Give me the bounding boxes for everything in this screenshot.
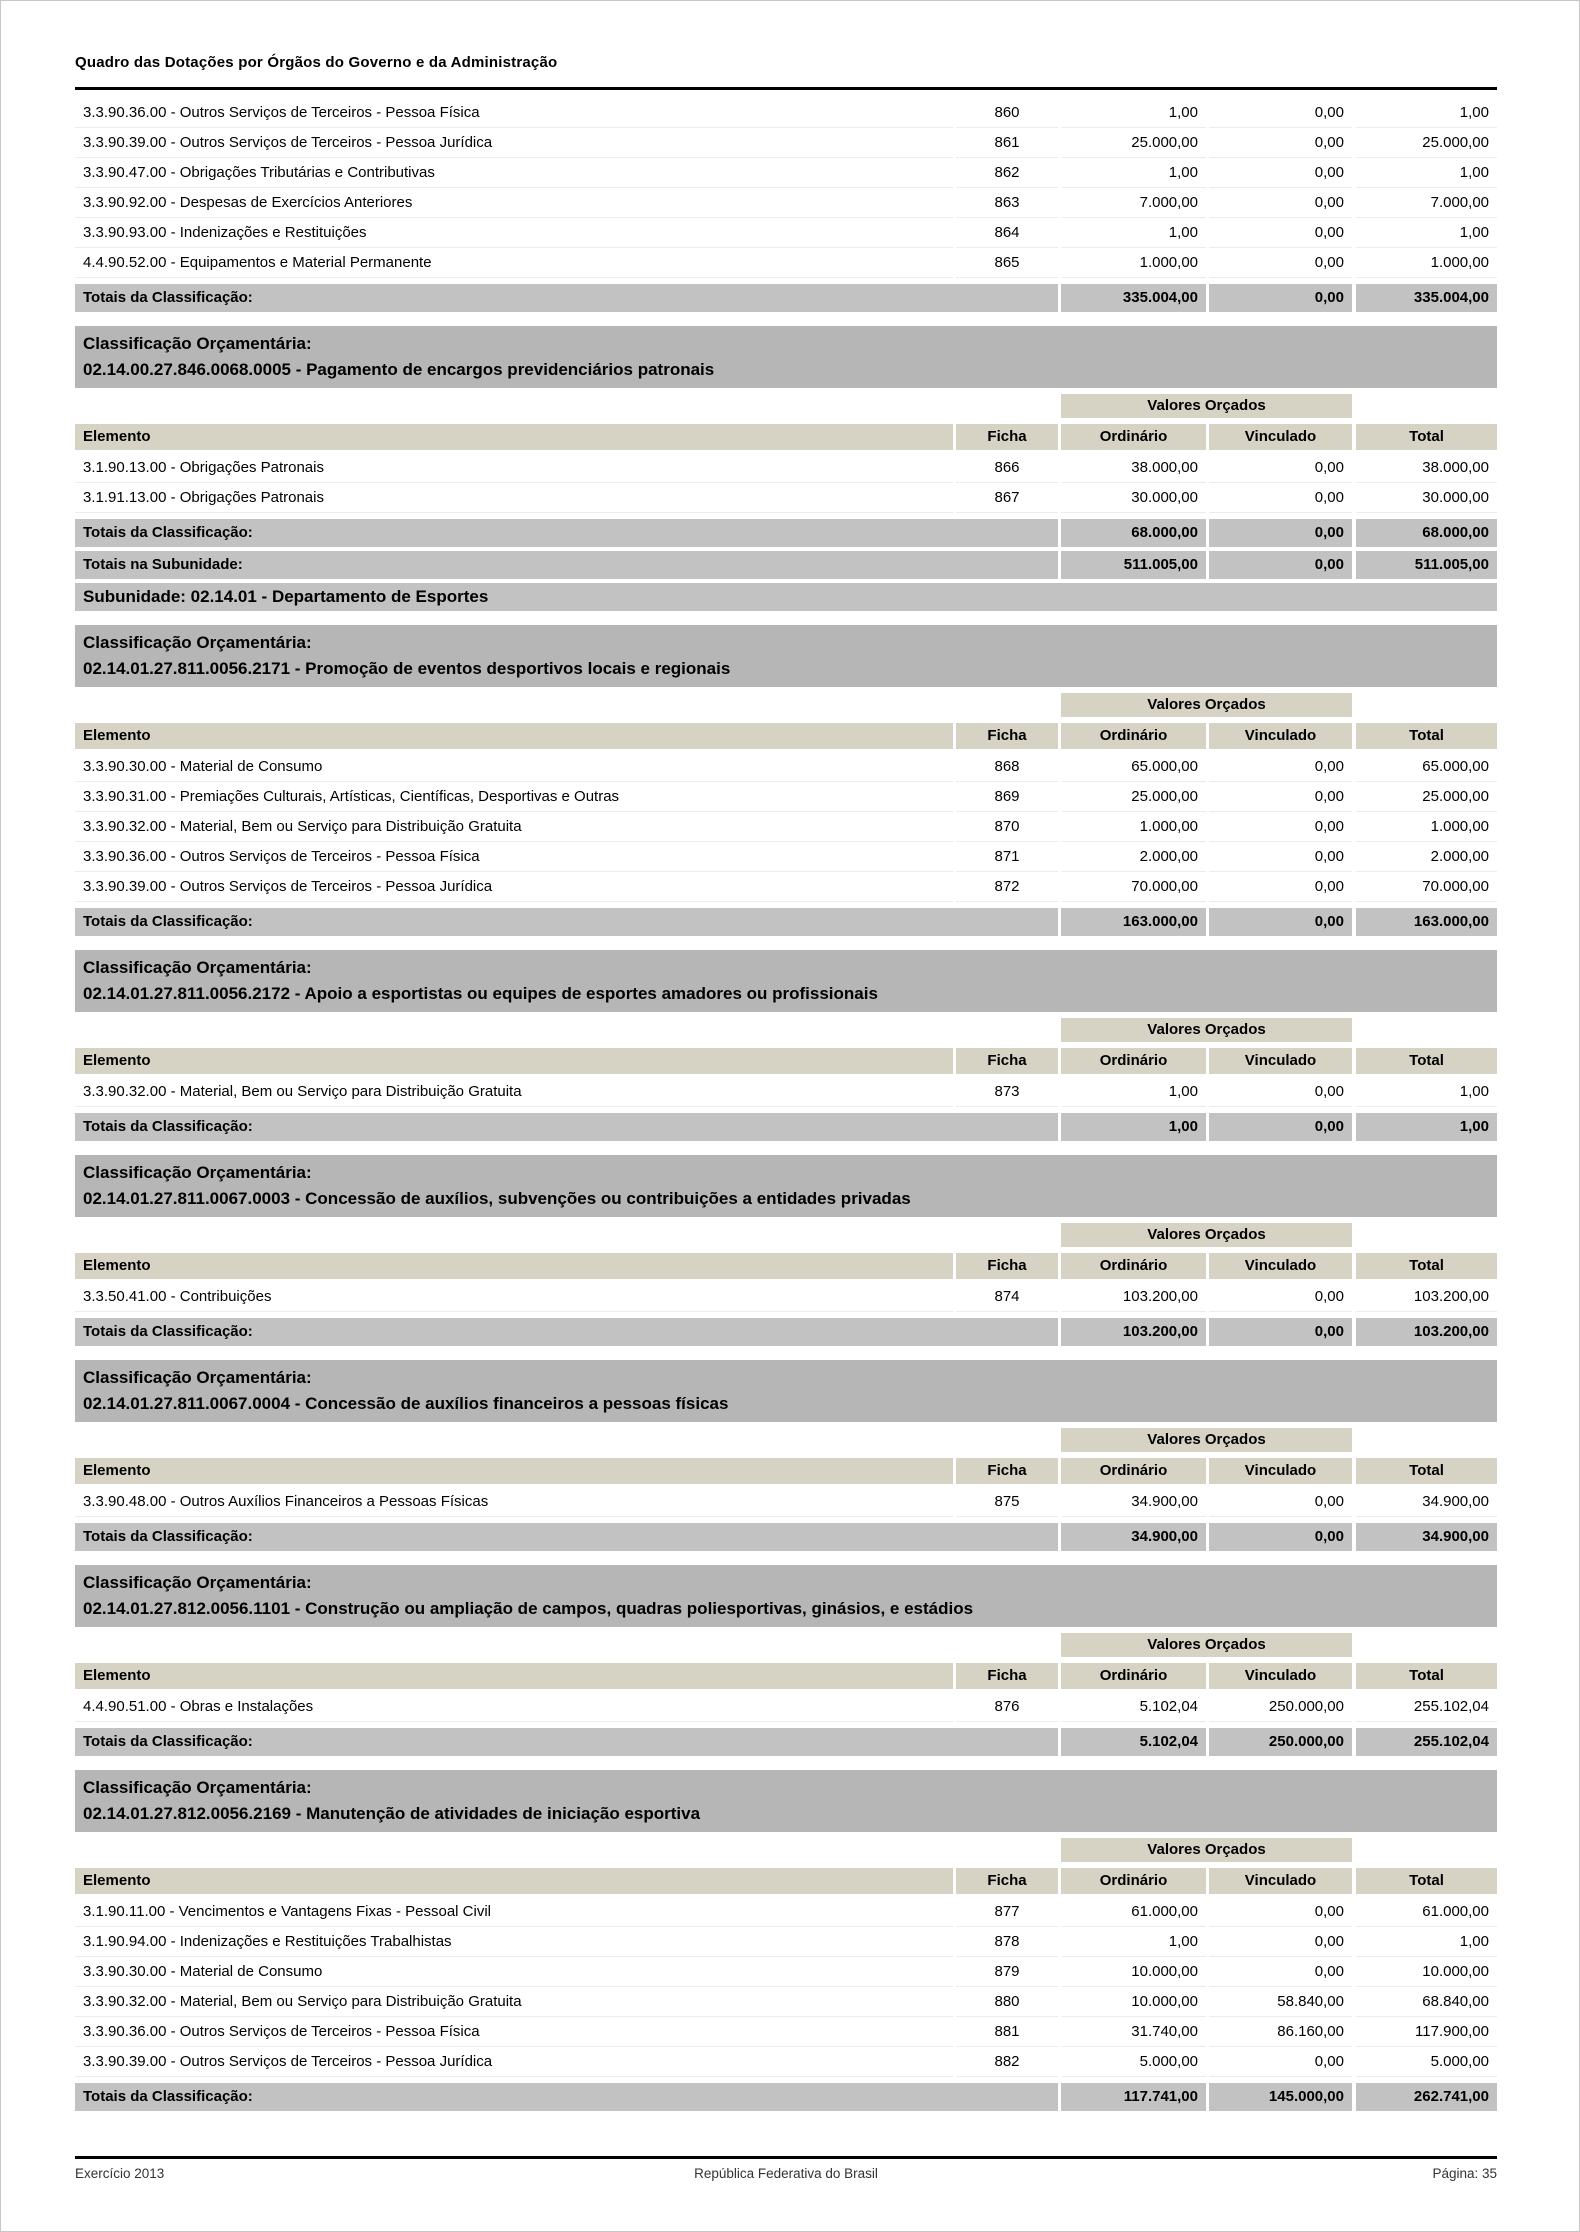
totals-row <box>75 2083 1497 2111</box>
table-row <box>75 1927 1497 1957</box>
cell-total: 1.000,00 <box>1356 248 1497 278</box>
classificacao-label: Classificação Orçamentária: <box>83 633 312 652</box>
table-row <box>75 782 1497 812</box>
cell-ordinario: 70.000,00 <box>1061 872 1206 902</box>
section-header <box>75 1360 1497 1422</box>
cell-vinculado: 0,00 <box>1209 1282 1352 1312</box>
column-header-vinculado: Vinculado <box>1209 723 1352 749</box>
table-row <box>75 1077 1497 1107</box>
cell-elemento: 4.4.90.52.00 - Equipamentos e Material Permanente <box>75 248 953 278</box>
valores-orcados-label: Valores Orçados <box>1061 394 1352 418</box>
cell-vinculado: 250.000,00 <box>1209 1692 1352 1722</box>
totals-label: Totais da Classificação: <box>75 519 1058 547</box>
cell-elemento: 3.1.91.13.00 - Obrigações Patronais <box>75 483 953 513</box>
table-row <box>75 128 1497 158</box>
column-header-vinculado: Vinculado <box>1209 1253 1352 1279</box>
table-row <box>75 483 1497 513</box>
cell-vinculado: 0,00 <box>1209 188 1352 218</box>
cell-total: 34.900,00 <box>1356 1487 1497 1517</box>
totals-total: 103.200,00 <box>1356 1318 1497 1346</box>
cell-total: 25.000,00 <box>1356 128 1497 158</box>
cell-ordinario: 1,00 <box>1061 1927 1206 1957</box>
table-row <box>75 812 1497 842</box>
table-row <box>75 218 1497 248</box>
valores-orcados-label: Valores Orçados <box>1061 1018 1352 1042</box>
cell-ficha: 862 <box>956 158 1058 188</box>
column-header-elemento: Elemento <box>75 723 953 749</box>
cell-ficha: 863 <box>956 188 1058 218</box>
totals-ordinario: 103.200,00 <box>1061 1318 1206 1346</box>
column-header-row <box>75 1458 1497 1484</box>
cell-ordinario: 10.000,00 <box>1061 1987 1206 2017</box>
cell-total: 1,00 <box>1356 1077 1497 1107</box>
classificacao-code: 02.14.01.27.812.0056.2169 - Manutenção de atividades de iniciação esportiva <box>83 1804 701 1823</box>
cell-elemento: 3.3.50.41.00 - Contribuições <box>75 1282 953 1312</box>
classification-section <box>75 1360 1497 1551</box>
table-row <box>75 1282 1497 1312</box>
totals-row <box>75 284 1497 312</box>
column-header-ordinario: Ordinário <box>1061 1253 1206 1279</box>
column-header-ordinario: Ordinário <box>1061 424 1206 450</box>
cell-ordinario: 1,00 <box>1061 158 1206 188</box>
classificacao-label: Classificação Orçamentária: <box>83 334 312 353</box>
header-rule <box>75 87 1497 90</box>
cell-ordinario: 1,00 <box>1061 1077 1206 1107</box>
column-header-elemento: Elemento <box>75 1868 953 1894</box>
cell-ordinario: 5.000,00 <box>1061 2047 1206 2077</box>
classification-section <box>75 950 1497 1141</box>
cell-ficha: 872 <box>956 872 1058 902</box>
column-header-total: Total <box>1356 1253 1497 1279</box>
totals-row <box>75 1728 1497 1756</box>
totals-ordinario: 163.000,00 <box>1061 908 1206 936</box>
cell-vinculado: 0,00 <box>1209 872 1352 902</box>
cell-elemento: 3.1.90.94.00 - Indenizações e Restituições Trabalhistas <box>75 1927 953 1957</box>
classificacao-code: 02.14.01.27.811.0056.2172 - Apoio a esportistas ou equipes de esportes amadores ou profissionais <box>83 984 878 1003</box>
cell-ficha: 870 <box>956 812 1058 842</box>
cell-elemento: 3.3.90.39.00 - Outros Serviços de Terceiros - Pessoa Jurídica <box>75 128 953 158</box>
table-continuation <box>75 98 1497 312</box>
cell-elemento: 3.3.90.48.00 - Outros Auxílios Financeiros a Pessoas Físicas <box>75 1487 953 1517</box>
cell-ficha: 874 <box>956 1282 1058 1312</box>
cell-ordinario: 5.102,04 <box>1061 1692 1206 1722</box>
totals-vinculado: 0,00 <box>1209 1113 1352 1141</box>
totals-total: 511.005,00 <box>1356 551 1497 579</box>
footer-inner <box>75 2166 1497 2181</box>
cell-ordinario: 25.000,00 <box>1061 782 1206 812</box>
footer-exercicio: Exercício 2013 <box>75 2166 165 2181</box>
cell-ficha: 861 <box>956 128 1058 158</box>
page-header <box>0 0 1580 90</box>
cell-total: 61.000,00 <box>1356 1897 1497 1927</box>
cell-ordinario: 65.000,00 <box>1061 752 1206 782</box>
table-row <box>75 2047 1497 2077</box>
section-header <box>75 1770 1497 1832</box>
cell-vinculado: 0,00 <box>1209 218 1352 248</box>
report-body <box>75 98 1497 2111</box>
classificacao-label: Classificação Orçamentária: <box>83 958 312 977</box>
totals-label: Totais da Classificação: <box>75 1318 1058 1346</box>
column-header-total: Total <box>1356 1868 1497 1894</box>
classificacao-label: Classificação Orçamentária: <box>83 1368 312 1387</box>
page-title: Quadro das Dotações por Órgãos do Governo e da Administração <box>75 54 558 71</box>
cell-ordinario: 25.000,00 <box>1061 128 1206 158</box>
totals-ordinario: 68.000,00 <box>1061 519 1206 547</box>
column-header-ordinario: Ordinário <box>1061 1663 1206 1689</box>
classificacao-label: Classificação Orçamentária: <box>83 1573 312 1592</box>
column-header-elemento: Elemento <box>75 1048 953 1074</box>
table-row <box>75 1487 1497 1517</box>
valores-orcados-label: Valores Orçados <box>1061 1633 1352 1657</box>
cell-vinculado: 0,00 <box>1209 1487 1352 1517</box>
cell-vinculado: 0,00 <box>1209 1077 1352 1107</box>
valores-orcados-row <box>75 1223 1497 1247</box>
column-header-row <box>75 1868 1497 1894</box>
cell-ficha: 865 <box>956 248 1058 278</box>
column-header-ordinario: Ordinário <box>1061 1868 1206 1894</box>
cell-elemento: 3.3.90.93.00 - Indenizações e Restituições <box>75 218 953 248</box>
column-header-ficha: Ficha <box>956 1663 1058 1689</box>
totals-vinculado: 0,00 <box>1209 1523 1352 1551</box>
classificacao-label: Classificação Orçamentária: <box>83 1778 312 1797</box>
totals-vinculado: 0,00 <box>1209 1318 1352 1346</box>
column-header-vinculado: Vinculado <box>1209 1048 1352 1074</box>
table-row <box>75 872 1497 902</box>
classification-section <box>75 1770 1497 2111</box>
totals-total: 163.000,00 <box>1356 908 1497 936</box>
column-header-ficha: Ficha <box>956 723 1058 749</box>
cell-elemento: 3.3.90.30.00 - Material de Consumo <box>75 1957 953 1987</box>
cell-ordinario: 61.000,00 <box>1061 1897 1206 1927</box>
column-header-total: Total <box>1356 723 1497 749</box>
table-row <box>75 1897 1497 1927</box>
column-header-total: Total <box>1356 1458 1497 1484</box>
totals-row <box>75 908 1497 936</box>
cell-ficha: 875 <box>956 1487 1058 1517</box>
totals-label: Totais da Classificação: <box>75 908 1058 936</box>
cell-ficha: 876 <box>956 1692 1058 1722</box>
cell-elemento: 3.3.90.47.00 - Obrigações Tributárias e Contributivas <box>75 158 953 188</box>
section-header <box>75 1565 1497 1627</box>
totals-total: 255.102,04 <box>1356 1728 1497 1756</box>
totals-total: 335.004,00 <box>1356 284 1497 312</box>
totals-vinculado: 0,00 <box>1209 908 1352 936</box>
cell-ficha: 879 <box>956 1957 1058 1987</box>
valores-orcados-row <box>75 1838 1497 1862</box>
cell-elemento: 3.3.90.36.00 - Outros Serviços de Terceiros - Pessoa Física <box>75 2017 953 2047</box>
column-header-ficha: Ficha <box>956 424 1058 450</box>
column-header-vinculado: Vinculado <box>1209 1663 1352 1689</box>
cell-elemento: 3.1.90.11.00 - Vencimentos e Vantagens Fixas - Pessoal Civil <box>75 1897 953 1927</box>
totals-row <box>75 1523 1497 1551</box>
valores-orcados-row <box>75 1428 1497 1452</box>
cell-ficha: 877 <box>956 1897 1058 1927</box>
totals-total: 1,00 <box>1356 1113 1497 1141</box>
totals-row <box>75 551 1497 579</box>
totals-ordinario: 5.102,04 <box>1061 1728 1206 1756</box>
cell-elemento: 3.3.90.32.00 - Material, Bem ou Serviço para Distribuição Gratuita <box>75 812 953 842</box>
cell-elemento: 3.3.90.39.00 - Outros Serviços de Terceiros - Pessoa Jurídica <box>75 2047 953 2077</box>
classification-section <box>75 625 1497 936</box>
totals-label: Totais da Classificação: <box>75 2083 1058 2111</box>
cell-vinculado: 0,00 <box>1209 2047 1352 2077</box>
cell-ficha: 869 <box>956 782 1058 812</box>
table-row <box>75 248 1497 278</box>
table-row <box>75 453 1497 483</box>
valores-orcados-row <box>75 394 1497 418</box>
cell-total: 1,00 <box>1356 218 1497 248</box>
cell-ordinario: 1,00 <box>1061 218 1206 248</box>
cell-vinculado: 86.160,00 <box>1209 2017 1352 2047</box>
cell-vinculado: 0,00 <box>1209 98 1352 128</box>
cell-vinculado: 0,00 <box>1209 752 1352 782</box>
cell-ordinario: 34.900,00 <box>1061 1487 1206 1517</box>
table-row <box>75 2017 1497 2047</box>
footer-pagina: Página: 35 <box>1432 2166 1497 2181</box>
cell-ficha: 860 <box>956 98 1058 128</box>
totals-vinculado: 250.000,00 <box>1209 1728 1352 1756</box>
totals-label: Totais da Classificação: <box>75 1113 1058 1141</box>
classification-section <box>75 326 1497 579</box>
totals-ordinario: 335.004,00 <box>1061 284 1206 312</box>
table-row <box>75 188 1497 218</box>
totals-total: 262.741,00 <box>1356 2083 1497 2111</box>
cell-total: 65.000,00 <box>1356 752 1497 782</box>
totals-vinculado: 0,00 <box>1209 284 1352 312</box>
table-row <box>75 98 1497 128</box>
cell-total: 5.000,00 <box>1356 2047 1497 2077</box>
column-header-row <box>75 1663 1497 1689</box>
cell-total: 1,00 <box>1356 98 1497 128</box>
footer-republica: República Federativa do Brasil <box>694 2166 878 2181</box>
cell-total: 103.200,00 <box>1356 1282 1497 1312</box>
valores-orcados-row <box>75 1018 1497 1042</box>
totals-label: Totais da Classificação: <box>75 284 1058 312</box>
classificacao-code: 02.14.01.27.812.0056.1101 - Construção ou ampliação de campos, quadras poliesportivas, ginásios, e estádios <box>83 1599 974 1618</box>
totals-vinculado: 145.000,00 <box>1209 2083 1352 2111</box>
cell-ordinario: 30.000,00 <box>1061 483 1206 513</box>
table-row <box>75 1957 1497 1987</box>
classificacao-code: 02.14.01.27.811.0056.2171 - Promoção de eventos desportivos locais e regionais <box>83 659 731 678</box>
column-header-ordinario: Ordinário <box>1061 723 1206 749</box>
cell-ordinario: 1.000,00 <box>1061 812 1206 842</box>
column-header-ficha: Ficha <box>956 1458 1058 1484</box>
cell-ficha: 881 <box>956 2017 1058 2047</box>
section-header <box>75 1155 1497 1217</box>
cell-ficha: 867 <box>956 483 1058 513</box>
table-row <box>75 842 1497 872</box>
cell-elemento: 3.3.90.32.00 - Material, Bem ou Serviço para Distribuição Gratuita <box>75 1987 953 2017</box>
valores-orcados-row <box>75 1633 1497 1657</box>
cell-vinculado: 0,00 <box>1209 812 1352 842</box>
totals-row <box>75 1318 1497 1346</box>
totals-vinculado: 0,00 <box>1209 551 1352 579</box>
classificacao-code: 02.14.00.27.846.0068.0005 - Pagamento de encargos previdenciários patronais <box>83 360 715 379</box>
section-header <box>75 950 1497 1012</box>
column-header-elemento: Elemento <box>75 1253 953 1279</box>
cell-elemento: 3.3.90.36.00 - Outros Serviços de Terceiros - Pessoa Física <box>75 98 953 128</box>
cell-ordinario: 1,00 <box>1061 98 1206 128</box>
cell-total: 2.000,00 <box>1356 842 1497 872</box>
cell-vinculado: 0,00 <box>1209 158 1352 188</box>
cell-ordinario: 7.000,00 <box>1061 188 1206 218</box>
column-header-elemento: Elemento <box>75 424 953 450</box>
cell-total: 10.000,00 <box>1356 1957 1497 1987</box>
cell-elemento: 3.3.90.36.00 - Outros Serviços de Terceiros - Pessoa Física <box>75 842 953 872</box>
totals-ordinario: 511.005,00 <box>1061 551 1206 579</box>
totals-ordinario: 117.741,00 <box>1061 2083 1206 2111</box>
cell-ordinario: 31.740,00 <box>1061 2017 1206 2047</box>
totals-label: Totais da Classificação: <box>75 1523 1058 1551</box>
cell-total: 117.900,00 <box>1356 2017 1497 2047</box>
cell-elemento: 3.3.90.30.00 - Material de Consumo <box>75 752 953 782</box>
cell-ordinario: 38.000,00 <box>1061 453 1206 483</box>
cell-elemento: 3.3.90.32.00 - Material, Bem ou Serviço para Distribuição Gratuita <box>75 1077 953 1107</box>
classificacao-code: 02.14.01.27.811.0067.0003 - Concessão de auxílios, subvenções ou contribuições a entidades privadas <box>83 1189 911 1208</box>
cell-ficha: 871 <box>956 842 1058 872</box>
cell-elemento: 3.3.90.92.00 - Despesas de Exercícios Anteriores <box>75 188 953 218</box>
column-header-vinculado: Vinculado <box>1209 1458 1352 1484</box>
cell-vinculado: 0,00 <box>1209 1897 1352 1927</box>
column-header-ficha: Ficha <box>956 1868 1058 1894</box>
table-row <box>75 1692 1497 1722</box>
cell-vinculado: 0,00 <box>1209 453 1352 483</box>
cell-ficha: 868 <box>956 752 1058 782</box>
subunidade-label: Subunidade: 02.14.01 - Departamento de Esportes <box>83 587 489 606</box>
cell-total: 38.000,00 <box>1356 453 1497 483</box>
totals-total: 34.900,00 <box>1356 1523 1497 1551</box>
cell-vinculado: 0,00 <box>1209 483 1352 513</box>
cell-ficha: 864 <box>956 218 1058 248</box>
cell-vinculado: 58.840,00 <box>1209 1987 1352 2017</box>
column-header-total: Total <box>1356 1048 1497 1074</box>
cell-total: 1,00 <box>1356 158 1497 188</box>
cell-vinculado: 0,00 <box>1209 1957 1352 1987</box>
table-row <box>75 752 1497 782</box>
cell-vinculado: 0,00 <box>1209 842 1352 872</box>
cell-ficha: 873 <box>956 1077 1058 1107</box>
valores-orcados-label: Valores Orçados <box>1061 693 1352 717</box>
totals-row <box>75 519 1497 547</box>
totals-vinculado: 0,00 <box>1209 519 1352 547</box>
column-header-row <box>75 424 1497 450</box>
column-header-total: Total <box>1356 1663 1497 1689</box>
column-header-ficha: Ficha <box>956 1253 1058 1279</box>
cell-ficha: 880 <box>956 1987 1058 2017</box>
cell-total: 30.000,00 <box>1356 483 1497 513</box>
table-row <box>75 1987 1497 2017</box>
valores-orcados-row <box>75 693 1497 717</box>
cell-vinculado: 0,00 <box>1209 128 1352 158</box>
subunidade-band <box>75 583 1497 611</box>
totals-ordinario: 34.900,00 <box>1061 1523 1206 1551</box>
page-footer <box>75 2156 1497 2181</box>
classificacao-label: Classificação Orçamentária: <box>83 1163 312 1182</box>
column-header-row <box>75 1048 1497 1074</box>
totals-row <box>75 1113 1497 1141</box>
column-header-row <box>75 1253 1497 1279</box>
totals-ordinario: 1,00 <box>1061 1113 1206 1141</box>
column-header-vinculado: Vinculado <box>1209 424 1352 450</box>
cell-total: 25.000,00 <box>1356 782 1497 812</box>
column-header-ordinario: Ordinário <box>1061 1048 1206 1074</box>
totals-total: 68.000,00 <box>1356 519 1497 547</box>
cell-ordinario: 103.200,00 <box>1061 1282 1206 1312</box>
cell-vinculado: 0,00 <box>1209 782 1352 812</box>
valores-orcados-label: Valores Orçados <box>1061 1223 1352 1247</box>
cell-total: 1,00 <box>1356 1927 1497 1957</box>
column-header-elemento: Elemento <box>75 1663 953 1689</box>
cell-ficha: 882 <box>956 2047 1058 2077</box>
cell-total: 70.000,00 <box>1356 872 1497 902</box>
valores-orcados-label: Valores Orçados <box>1061 1428 1352 1452</box>
column-header-elemento: Elemento <box>75 1458 953 1484</box>
section-header <box>75 326 1497 388</box>
column-header-row <box>75 723 1497 749</box>
column-header-ficha: Ficha <box>956 1048 1058 1074</box>
column-header-total: Total <box>1356 424 1497 450</box>
column-header-ordinario: Ordinário <box>1061 1458 1206 1484</box>
cell-ordinario: 1.000,00 <box>1061 248 1206 278</box>
cell-total: 255.102,04 <box>1356 1692 1497 1722</box>
cell-ficha: 866 <box>956 453 1058 483</box>
cell-ficha: 878 <box>956 1927 1058 1957</box>
totals-label: Totais da Classificação: <box>75 1728 1058 1756</box>
cell-elemento: 3.3.90.39.00 - Outros Serviços de Terceiros - Pessoa Jurídica <box>75 872 953 902</box>
valores-orcados-label: Valores Orçados <box>1061 1838 1352 1862</box>
totals-label: Totais na Subunidade: <box>75 551 1058 579</box>
cell-total: 7.000,00 <box>1356 188 1497 218</box>
cell-ordinario: 10.000,00 <box>1061 1957 1206 1987</box>
classificacao-code: 02.14.01.27.811.0067.0004 - Concessão de auxílios financeiros a pessoas físicas <box>83 1394 729 1413</box>
table-row <box>75 158 1497 188</box>
cell-elemento: 4.4.90.51.00 - Obras e Instalações <box>75 1692 953 1722</box>
section-header <box>75 625 1497 687</box>
cell-ordinario: 2.000,00 <box>1061 842 1206 872</box>
cell-vinculado: 0,00 <box>1209 1927 1352 1957</box>
cell-total: 68.840,00 <box>1356 1987 1497 2017</box>
cell-total: 1.000,00 <box>1356 812 1497 842</box>
cell-elemento: 3.3.90.31.00 - Premiações Culturais, Artísticas, Científicas, Desportivas e Outras <box>75 782 953 812</box>
cell-vinculado: 0,00 <box>1209 248 1352 278</box>
classification-section <box>75 1565 1497 1756</box>
column-header-vinculado: Vinculado <box>1209 1868 1352 1894</box>
cell-elemento: 3.1.90.13.00 - Obrigações Patronais <box>75 453 953 483</box>
classification-section <box>75 1155 1497 1346</box>
